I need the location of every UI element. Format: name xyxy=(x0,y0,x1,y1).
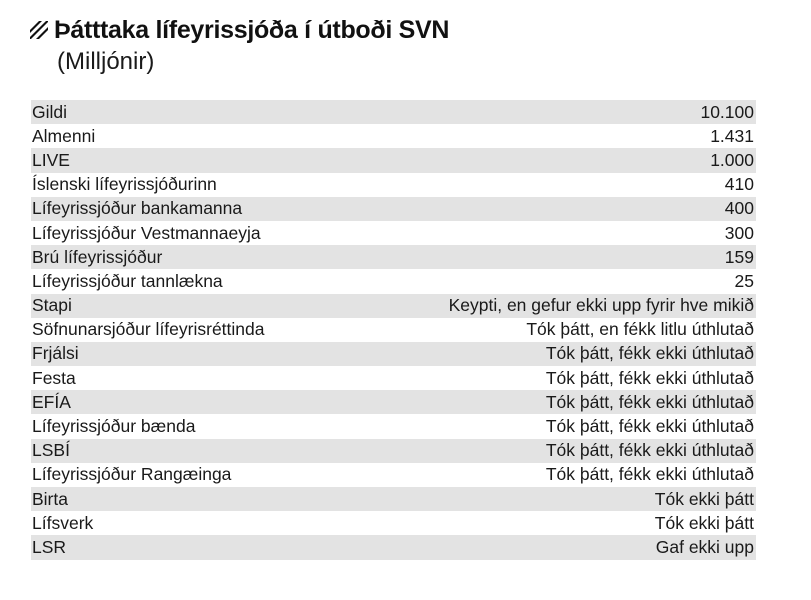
fund-name: Lífeyrissjóður bænda xyxy=(32,416,196,437)
fund-name: Stapi xyxy=(32,295,72,316)
fund-value: Tók þátt, fékk ekki úthlutað xyxy=(545,416,754,437)
fund-name: Festa xyxy=(32,367,76,388)
fund-name: LIVE xyxy=(32,149,70,170)
fund-name: Frjálsi xyxy=(32,343,79,364)
table-row xyxy=(31,463,756,487)
title-row xyxy=(30,14,449,46)
table-row xyxy=(31,342,756,366)
fund-name: Lífeyrissjóður bankamanna xyxy=(32,198,243,219)
page-subtitle: (Milljónir) xyxy=(57,48,155,75)
table-row xyxy=(31,245,756,269)
fund-name: Lífsverk xyxy=(32,512,94,533)
fund-name: EFÍA xyxy=(32,391,71,412)
table-row xyxy=(31,173,756,197)
fund-value: 10.100 xyxy=(700,101,754,122)
header xyxy=(30,14,449,76)
fund-name: LSR xyxy=(32,536,67,557)
fund-name: Söfnunarsjóður lífeyrisréttinda xyxy=(32,319,265,340)
table-row xyxy=(31,535,756,559)
table-row xyxy=(31,148,756,172)
fund-value: 400 xyxy=(724,198,754,219)
fund-name: Íslenski lífeyrissjóðurinn xyxy=(32,174,217,195)
table-row xyxy=(31,439,756,463)
table-row xyxy=(31,100,756,124)
fund-value: 25 xyxy=(734,270,754,291)
page-title: Þátttaka lífeyrissjóða í útboði SVN xyxy=(54,15,450,44)
fund-name: Birta xyxy=(32,488,68,509)
fund-value: 1.431 xyxy=(710,125,754,146)
table-row xyxy=(31,414,756,438)
fund-value: Tók ekki þátt xyxy=(654,488,754,509)
table-row xyxy=(31,366,756,390)
table-row xyxy=(31,511,756,535)
fund-value: Tók ekki þátt xyxy=(654,512,754,533)
fund-value: Tók þátt, fékk ekki úthlutað xyxy=(545,440,754,461)
fund-table xyxy=(31,100,756,560)
fund-value: Tók þátt, fékk ekki úthlutað xyxy=(545,464,754,485)
hatch-icon xyxy=(30,21,48,39)
fund-value: Tók þátt, en fékk litlu úthlutað xyxy=(526,319,754,340)
fund-name: Gildi xyxy=(32,101,68,122)
fund-value: 300 xyxy=(724,222,754,243)
fund-name: Almenni xyxy=(32,125,96,146)
fund-value: 410 xyxy=(724,174,754,195)
fund-name: Brú lífeyrissjóður xyxy=(32,246,163,267)
table-row xyxy=(31,318,756,342)
fund-value: Gaf ekki upp xyxy=(655,536,754,557)
fund-value: Tók þátt, fékk ekki úthlutað xyxy=(545,367,754,388)
table-row xyxy=(31,269,756,293)
fund-value: Tók þátt, fékk ekki úthlutað xyxy=(545,343,754,364)
table-row xyxy=(31,390,756,414)
table-row xyxy=(31,487,756,511)
fund-name: Lífeyrissjóður tannlækna xyxy=(32,270,223,291)
fund-value: Tók þátt, fékk ekki úthlutað xyxy=(545,391,754,412)
fund-value: Keypti, en gefur ekki upp fyrir hve mikið xyxy=(448,295,754,316)
fund-name: LSBÍ xyxy=(32,440,70,461)
fund-value: 159 xyxy=(724,246,754,267)
fund-name: Lífeyrissjóður Rangæinga xyxy=(32,464,232,485)
fund-name: Lífeyrissjóður Vestmannaeyja xyxy=(32,222,261,243)
table-row xyxy=(31,221,756,245)
table-row xyxy=(31,294,756,318)
table-row xyxy=(31,197,756,221)
table-row xyxy=(31,124,756,148)
fund-value: 1.000 xyxy=(710,149,754,170)
